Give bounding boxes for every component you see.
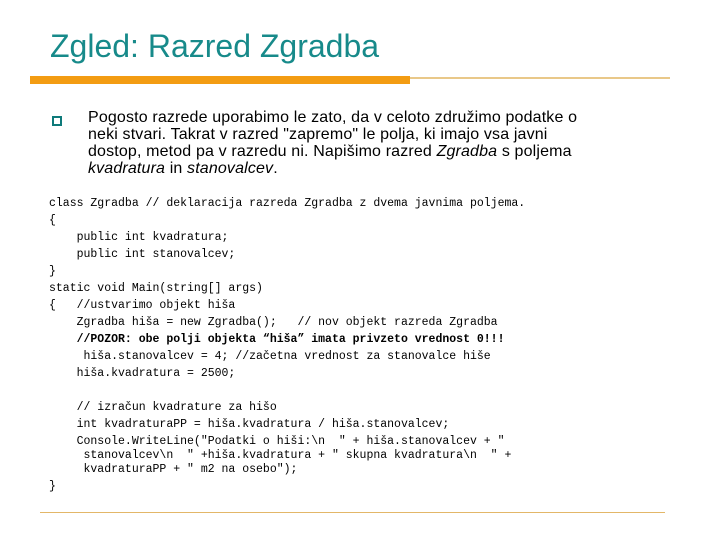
bullet-text-segment: in: [165, 160, 188, 177]
field-name-emphasis: stanovalcev: [187, 160, 274, 177]
bullet-paragraph: [88, 109, 713, 177]
field-name-emphasis: kvadratura: [88, 160, 166, 177]
code-line: hiša.kvadratura = 2500;: [49, 367, 236, 380]
square-bullet-icon: [52, 116, 62, 126]
bullet-line: neki stvari. Takrat v razred "zapremo" le polja, ki imajo vsa javni: [88, 126, 548, 143]
code-line: int kvadraturaPP = hiša.kvadratura / hiša.stanovalcev;: [49, 418, 450, 431]
bullet-line: [88, 160, 713, 177]
code-line: { //ustvarimo objekt hiša: [49, 299, 236, 312]
class-name-emphasis: Zgradba: [436, 143, 498, 160]
bullet-text-segment: .: [273, 160, 278, 177]
bullet-text-segment: dostop, metod pa v razredu ni. Napišimo razred: [88, 143, 437, 160]
code-line: }: [49, 265, 56, 278]
title-underline-rule: [410, 77, 670, 79]
bullet-line: [88, 143, 713, 160]
code-line: hiša.stanovalcev = 4; //začetna vrednost za stanovalce hiše: [49, 350, 491, 363]
code-line: // izračun kvadrature za hišo: [49, 401, 277, 414]
title-underline-accent: [30, 76, 410, 84]
code-line: stanovalcev\n " +hiša.kvadratura + " skupna kvadratura\n " +: [49, 449, 512, 462]
code-line: {: [49, 214, 56, 227]
code-line: Zgradba hiša = new Zgradba(); // nov objekt razreda Zgradba: [49, 316, 498, 329]
code-line: public int kvadratura;: [49, 231, 229, 244]
code-line: kvadraturaPP + " m2 na osebo");: [49, 463, 298, 476]
bullet-line: Pogosto razrede uporabimo le zato, da v celoto združimo podatke o: [88, 109, 578, 126]
code-line: public int stanovalcev;: [49, 248, 236, 261]
code-line: Console.WriteLine("Podatki o hiši:\n " + hiša.stanovalcev + ": [49, 435, 505, 448]
bullet-text-segment: s poljema: [497, 143, 572, 160]
code-line: static void Main(string[] args): [49, 282, 263, 295]
footer-rule: [40, 512, 665, 513]
code-line-warning: //POZOR: obe polji objekta “hiša” imata privzeto vrednost 0!!!: [49, 333, 505, 346]
code-line: }: [49, 480, 56, 493]
slide-title: Zgled: Razred Zgradba: [50, 28, 380, 64]
code-line: class Zgradba // deklaracija razreda Zgradba z dvema javnima poljema.: [49, 197, 526, 210]
